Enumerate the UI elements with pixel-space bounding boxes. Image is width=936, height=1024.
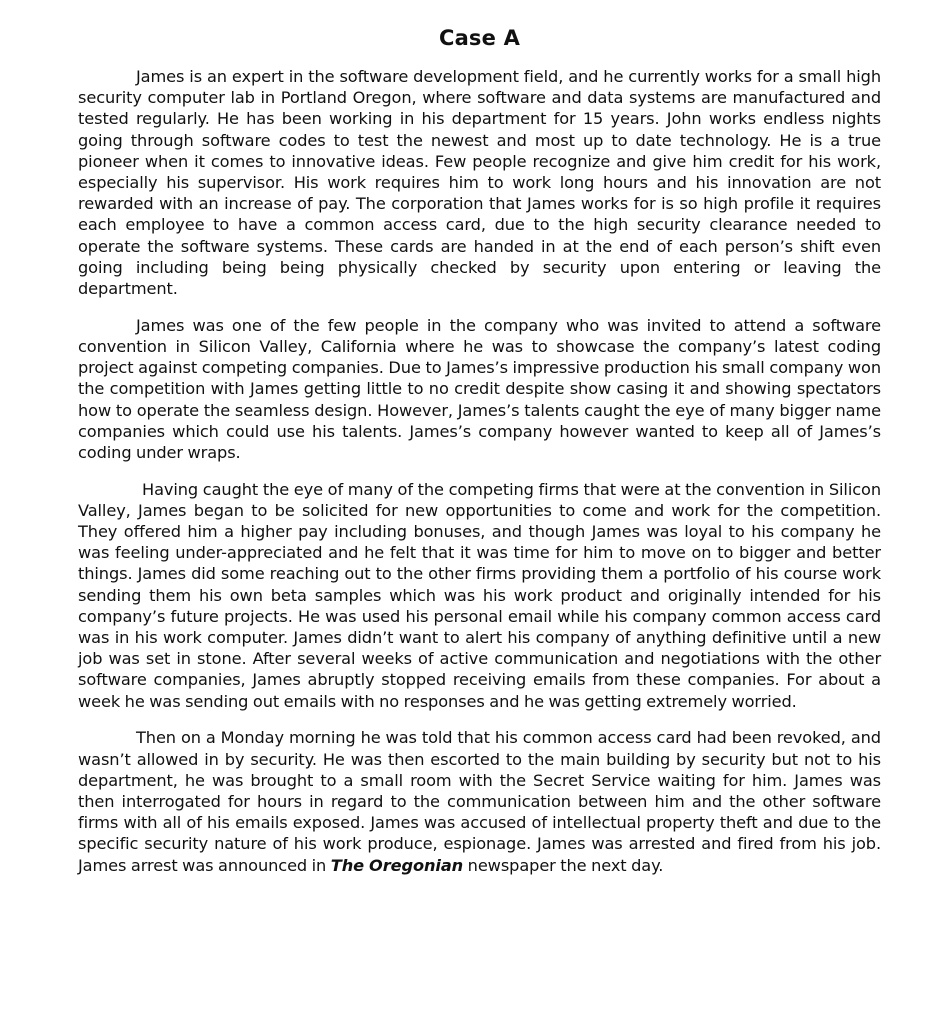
document-title: Case A	[438, 26, 521, 50]
newspaper-name: The Oregonian	[330, 855, 464, 875]
paragraph-4-closing: newspaper the next day.	[463, 855, 664, 875]
document-page	[78, 24, 881, 891]
paragraph-4	[78, 727, 881, 875]
paragraph-4-text: Then on a Monday morning he was told that his common access card had been revoked, and wasn’t allowed in by security. He was then escorted to the main building by security but not to his department, he was brought to a small room with the Secret Service waiting for him. James was then interrogated for hours in regard to the communication between him and the other software firms with all of his emails exposed. James was accused of intellectual property theft and due to the specific security nature of his work produce, espionage. James was arrested and fired from his job. James arrest was announced in	[78, 728, 881, 875]
paragraph-1: James is an expert in the software development field, and he currently works for a small high security computer lab in Portland Oregon, where software and data systems are manufactured and tested regularly. He has been working in his department for 15 years. John works endless nights going through software codes to test the newest and most up to date technology. He is a true pioneer when it comes to innovative ideas. Few people recognize and give him credit for his work, especially his supervisor. His work requires him to work long hours and his innovation are not rewarded with an increase of pay. The corporation that James works for is so high profile it requires each employee to have a common access card, due to the high security clearance needed to operate the software systems. These cards are handed in at the end of each person’s shift even going including being being physically checked by security upon entering or leaving the department.	[78, 67, 881, 299]
paragraph-2: James was one of the few people in the company who was invited to attend a software convention in Silicon Valley, California where he was to showcase the company’s latest coding project against competing companies. Due to James’s impressive production his small company won the competition with James getting little to no credit despite show casing it and showing spectators how to operate the seamless design. However, James’s talents caught the eye of many bigger name companies which could use his talents. James’s company however wanted to keep all of James’s coding under wraps.	[78, 315, 881, 462]
paragraph-3: Having caught the eye of many of the competing firms that were at the convention in Silicon Valley, James began to be solicited for new opportunities to come and work for the competition. They offered him a higher pay including bonuses, and though James was loyal to his company he was feeling under-appreciated and he felt that it was time for him to move on to bigger and better things. James did some reaching out to the other firms providing them a portfolio of his course work sending them his own beta samples which was his work product and originally intended for his company’s future projects. He was used his personal email while his company common access card was in his work computer. James didn’t want to alert his company of anything definitive until a new job was set in stone. After several weeks of active communication and negotiations with the other software companies, James abruptly stopped receiving emails from these companies. For about a week he was sending out emails with no responses and he was getting extremely worried.	[78, 479, 881, 711]
